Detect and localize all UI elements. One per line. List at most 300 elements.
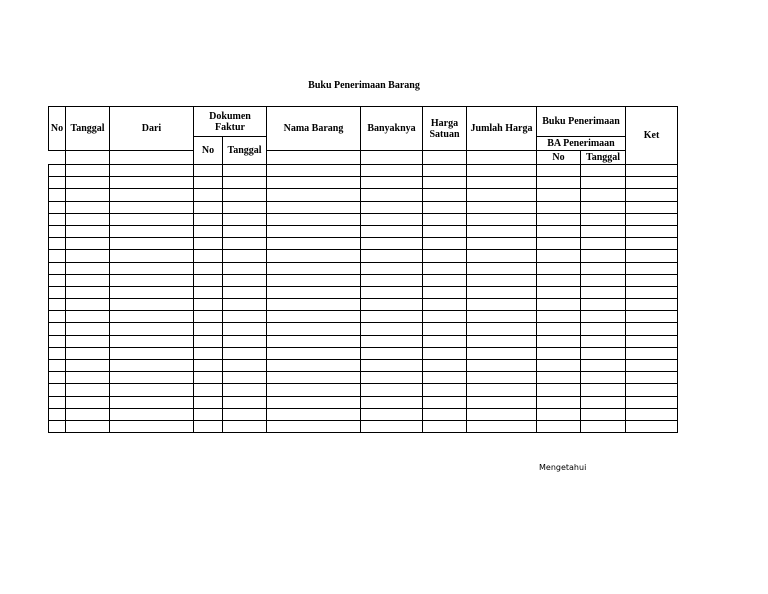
table-cell [49,165,66,177]
table-cell [267,408,361,420]
table-cell [66,372,110,384]
table-cell [626,238,678,250]
table-cell [267,213,361,225]
table-row [49,335,678,347]
table-cell [467,165,537,177]
table-cell [361,347,423,359]
table-cell [194,262,223,274]
table-cell [223,323,267,335]
table-cell [361,201,423,213]
table-cell [223,372,267,384]
header-ba-penerimaan: BA Penerimaan [537,137,626,151]
table-cell [626,213,678,225]
table-row [49,384,678,396]
table-cell [361,396,423,408]
table-cell [49,213,66,225]
table-row [49,165,678,177]
table-cell [537,201,581,213]
table-cell [194,250,223,262]
table-cell [194,299,223,311]
table-row [49,250,678,262]
table-cell [110,311,194,323]
header-no: No [49,107,66,151]
table-cell [194,238,223,250]
page-title: Buku Penerimaan Barang [308,80,420,91]
table-row [49,225,678,237]
table-cell [110,250,194,262]
table-cell [537,213,581,225]
table-cell [110,262,194,274]
table-cell [223,274,267,286]
table-cell [361,384,423,396]
table-cell [223,250,267,262]
table-cell [194,384,223,396]
table-cell [223,238,267,250]
table-cell [423,396,467,408]
table-cell [581,274,626,286]
table-cell [423,274,467,286]
table-cell [581,213,626,225]
table-cell [581,323,626,335]
table-cell [223,286,267,298]
table-cell [110,177,194,189]
table-cell [537,238,581,250]
table-cell [267,286,361,298]
table-cell [581,360,626,372]
table-cell [110,201,194,213]
table-row [49,274,678,286]
table-cell [49,360,66,372]
table-cell [66,250,110,262]
table-cell [66,408,110,420]
table-cell [223,335,267,347]
table-cell [537,262,581,274]
table-cell [537,286,581,298]
table-cell [626,225,678,237]
header-jumlah-harga-spacer [467,151,537,165]
table-cell [194,225,223,237]
table-cell [423,250,467,262]
table-cell [223,262,267,274]
table-cell [49,238,66,250]
table-cell [267,274,361,286]
table-cell [467,177,537,189]
table-row [49,323,678,335]
table-cell [223,420,267,432]
table-cell [66,201,110,213]
table-cell [194,201,223,213]
table-cell [361,286,423,298]
header-ba-tanggal: Tanggal [581,151,626,165]
table-cell [467,201,537,213]
table-cell [110,299,194,311]
table-cell [267,165,361,177]
table-cell [423,177,467,189]
table-cell [423,262,467,274]
table-cell [223,408,267,420]
table-cell [581,238,626,250]
table-cell [423,225,467,237]
table-cell [49,408,66,420]
table-row [49,189,678,201]
table-cell [537,408,581,420]
table-cell [626,347,678,359]
table-cell [537,189,581,201]
table-cell [361,372,423,384]
table-cell [194,372,223,384]
table-cell [537,177,581,189]
table-cell [267,189,361,201]
table-cell [626,384,678,396]
header-banyaknya: Banyaknya [361,107,423,151]
header-tanggal-spacer [66,151,110,165]
table-cell [467,274,537,286]
table-cell [49,372,66,384]
table-cell [49,274,66,286]
table-cell [467,347,537,359]
table-cell [467,189,537,201]
table-cell [223,311,267,323]
table-body [49,165,678,433]
table-cell [423,372,467,384]
table-cell [49,311,66,323]
table-cell [66,165,110,177]
table-cell [626,420,678,432]
table-cell [423,420,467,432]
table-row [49,201,678,213]
table-cell [537,323,581,335]
table-cell [581,372,626,384]
table-row [49,213,678,225]
table-cell [66,396,110,408]
header-buku-penerimaan: Buku Penerimaan [537,107,626,137]
table-row [49,420,678,432]
table-cell [537,335,581,347]
header-no-spacer [49,151,66,165]
table-cell [423,408,467,420]
table-cell [66,335,110,347]
table-cell [194,213,223,225]
table-cell [110,238,194,250]
table-cell [581,396,626,408]
table-cell [66,274,110,286]
table-cell [467,360,537,372]
table-cell [267,262,361,274]
table-cell [267,225,361,237]
table-cell [194,189,223,201]
table-cell [267,384,361,396]
header-banyaknya-spacer [361,151,423,165]
table-cell [581,189,626,201]
table-row [49,238,678,250]
table-cell [423,360,467,372]
table-cell [537,165,581,177]
table-cell [110,335,194,347]
table-cell [194,360,223,372]
table-cell [423,238,467,250]
table-cell [49,396,66,408]
table-cell [626,286,678,298]
table-cell [267,323,361,335]
table-cell [66,189,110,201]
table-cell [467,299,537,311]
table-cell [581,286,626,298]
table-cell [581,225,626,237]
table-cell [194,165,223,177]
table-cell [110,189,194,201]
table-cell [267,396,361,408]
table-cell [537,372,581,384]
table-cell [66,262,110,274]
header-tanggal: Tanggal [66,107,110,151]
table-cell [66,384,110,396]
table-cell [423,189,467,201]
table-cell [361,213,423,225]
table-cell [110,213,194,225]
table-cell [467,250,537,262]
table-cell [581,165,626,177]
table-cell [267,177,361,189]
table-cell [194,408,223,420]
table-row [49,286,678,298]
table-cell [626,323,678,335]
table-cell [467,408,537,420]
table-cell [49,347,66,359]
table-cell [537,360,581,372]
table-cell [581,262,626,274]
table-cell [194,286,223,298]
table-cell [361,323,423,335]
table-cell [194,274,223,286]
header-nama-barang: Nama Barang [267,107,361,151]
header-dokumen-tanggal: Tanggal [223,137,267,165]
table-cell [49,384,66,396]
table-cell [49,177,66,189]
table-cell [66,213,110,225]
table-row [49,396,678,408]
table-cell [626,299,678,311]
table-cell [626,335,678,347]
table-cell [110,286,194,298]
table-cell [626,311,678,323]
table-cell [626,408,678,420]
table-cell [626,262,678,274]
table-cell [361,225,423,237]
table-cell [223,396,267,408]
table-cell [537,250,581,262]
table-row [49,262,678,274]
table-cell [194,420,223,432]
table-cell [49,262,66,274]
table-cell [467,335,537,347]
header-harga-satuan: Harga Satuan [423,107,467,151]
table-cell [581,420,626,432]
table-cell [194,177,223,189]
table-cell [49,323,66,335]
table-cell [467,396,537,408]
table-cell [66,238,110,250]
table-cell [423,201,467,213]
table-cell [223,299,267,311]
receipt-ledger-table [48,106,678,433]
table-cell [110,323,194,335]
table-cell [361,299,423,311]
table-cell [361,177,423,189]
footer-mengetahui: Mengetahui [539,463,587,472]
table-cell [223,165,267,177]
table-cell [537,420,581,432]
table-cell [267,335,361,347]
table-cell [423,384,467,396]
table-cell [223,384,267,396]
header-dari: Dari [110,107,194,151]
table-cell [581,177,626,189]
header-jumlah-harga: Jumlah Harga [467,107,537,151]
table-cell [626,165,678,177]
table-cell [223,213,267,225]
table-cell [361,311,423,323]
table-cell [581,311,626,323]
table-cell [467,384,537,396]
table-cell [110,225,194,237]
table-cell [467,262,537,274]
table-cell [66,420,110,432]
table-cell [626,396,678,408]
table-cell [110,372,194,384]
table-cell [361,165,423,177]
table-cell [49,299,66,311]
table-cell [467,420,537,432]
table-cell [267,250,361,262]
table-cell [66,225,110,237]
table-cell [267,360,361,372]
table-cell [267,238,361,250]
table-cell [361,274,423,286]
table-header [49,107,678,165]
table-cell [66,177,110,189]
table-cell [110,274,194,286]
table-cell [110,420,194,432]
table-cell [423,286,467,298]
table-row [49,177,678,189]
table-cell [467,225,537,237]
table-cell [194,347,223,359]
table-cell [223,347,267,359]
table-cell [223,177,267,189]
table-cell [194,335,223,347]
table-cell [423,213,467,225]
table-cell [110,384,194,396]
table-cell [423,347,467,359]
table-cell [267,420,361,432]
table-cell [581,347,626,359]
table-cell [194,323,223,335]
table-cell [194,311,223,323]
table-cell [581,335,626,347]
table-cell [49,189,66,201]
table-cell [223,225,267,237]
table-cell [361,238,423,250]
header-ba-no: No [537,151,581,165]
table-cell [581,250,626,262]
table-cell [49,420,66,432]
table-cell [423,323,467,335]
table-cell [361,335,423,347]
table-cell [66,323,110,335]
header-harga-satuan-spacer [423,151,467,165]
table-cell [110,360,194,372]
table-cell [49,225,66,237]
table-cell [223,201,267,213]
table-cell [49,286,66,298]
table-cell [110,396,194,408]
table-cell [626,274,678,286]
table-cell [467,323,537,335]
table-cell [581,201,626,213]
table-cell [537,396,581,408]
table-cell [66,286,110,298]
table-cell [223,189,267,201]
table-cell [267,201,361,213]
header-dokumen-no: No [194,137,223,165]
table-cell [110,408,194,420]
table-cell [66,360,110,372]
table-cell [581,408,626,420]
table-cell [626,372,678,384]
header-ket: Ket [626,107,678,165]
table-cell [110,347,194,359]
table-row [49,372,678,384]
table-cell [537,225,581,237]
table-cell [361,189,423,201]
table-cell [581,384,626,396]
table-cell [49,250,66,262]
table-cell [361,250,423,262]
table-row [49,360,678,372]
table-cell [423,311,467,323]
table-cell [423,165,467,177]
table-cell [194,396,223,408]
table-cell [267,311,361,323]
table-cell [537,274,581,286]
table-cell [361,420,423,432]
table-cell [223,360,267,372]
table-cell [66,347,110,359]
header-nama-barang-spacer [267,151,361,165]
table-cell [626,360,678,372]
table-cell [626,201,678,213]
table-cell [66,311,110,323]
table-cell [537,311,581,323]
table-cell [267,347,361,359]
table-cell [581,299,626,311]
table-cell [537,299,581,311]
table-cell [361,262,423,274]
table-cell [467,311,537,323]
table-cell [626,189,678,201]
table-cell [49,335,66,347]
table-cell [267,299,361,311]
table-cell [626,177,678,189]
header-dari-spacer [110,151,194,165]
table-cell [423,299,467,311]
table-cell [467,213,537,225]
table-cell [467,372,537,384]
table-row [49,299,678,311]
table-cell [537,347,581,359]
table-cell [361,408,423,420]
header-dokumen-faktur: Dokumen Faktur [194,107,267,137]
